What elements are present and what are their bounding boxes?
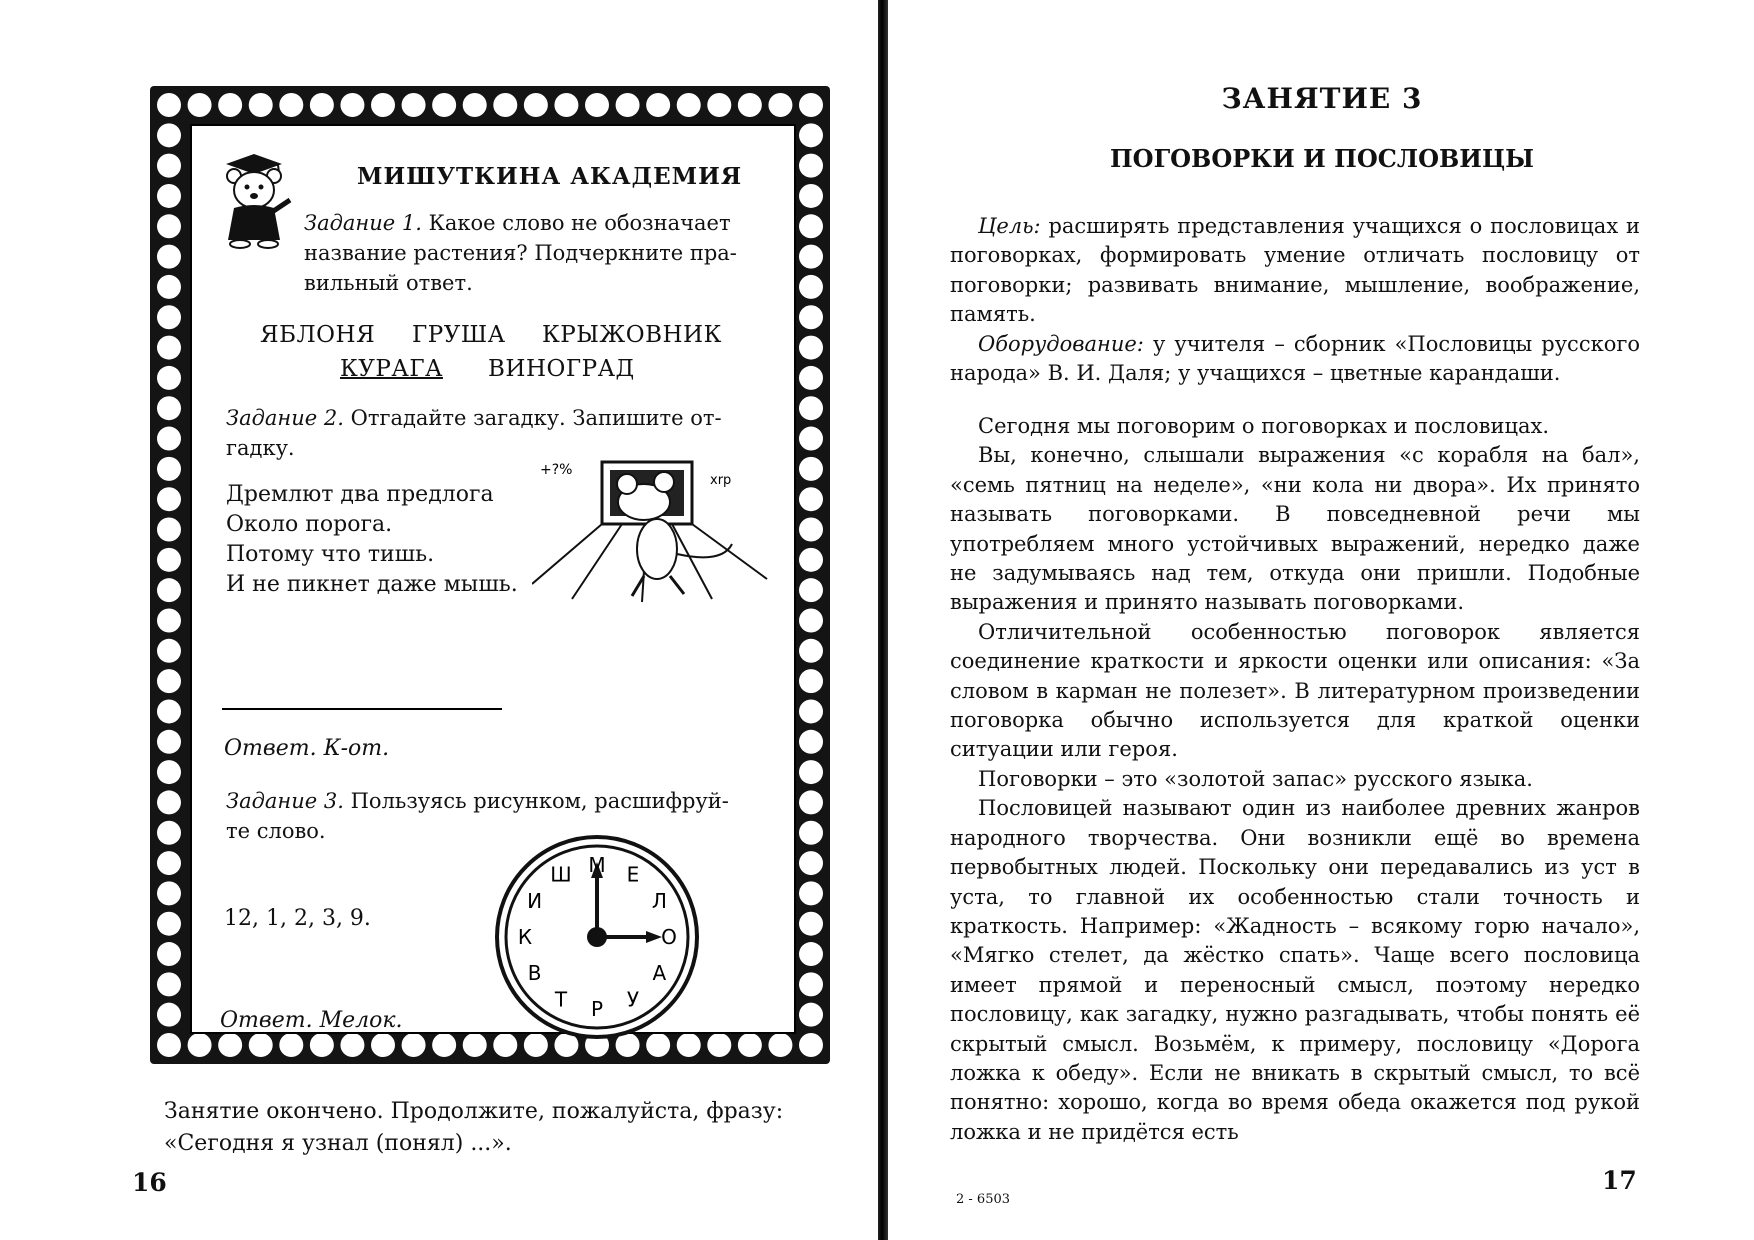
clock-letter-11: Ш	[550, 862, 572, 887]
frame-dot	[799, 608, 823, 632]
riddle-line-3: Потому что тишь.	[226, 542, 435, 567]
frame-dot	[249, 93, 273, 117]
frame-dot	[157, 487, 181, 511]
frame-dot	[157, 336, 181, 360]
frame-dot	[279, 1033, 303, 1057]
frame-dot	[340, 93, 364, 117]
goal-label: Цель:	[978, 214, 1041, 238]
lesson-end-line-2: «Сегодня я узнал (понял) ...».	[164, 1131, 512, 1156]
intro-block	[950, 212, 1640, 388]
frame-dot	[157, 730, 181, 754]
clock-letter-3: О	[661, 925, 677, 949]
riddle-line-2: Около порога.	[226, 512, 393, 537]
frame-dot	[799, 93, 823, 117]
riddle-line-4: И не пикнет даже мышь.	[226, 572, 518, 597]
frame-dot	[799, 942, 823, 966]
print-code: 2 - 6503	[956, 1192, 1011, 1207]
frame-dot	[799, 972, 823, 996]
frame-dot	[157, 275, 181, 299]
task-1-label: Задание 1.	[304, 211, 422, 235]
clock-letter-5: У	[626, 987, 640, 1012]
paragraph-1: Сегодня мы поговорим о поговорках и пословицах.	[978, 414, 1550, 438]
letter-clock	[492, 832, 702, 1042]
lesson-title: ЗАНЯТИЕ 3	[1221, 82, 1423, 115]
task-1-text-3: вильный ответ.	[304, 271, 473, 295]
frame-dot	[799, 851, 823, 875]
task-2-text-1: Отгадайте загадку. Запишите от-	[343, 406, 722, 430]
frame-dot	[188, 93, 212, 117]
frame-dot	[554, 93, 578, 117]
word-grusha: ГРУША	[412, 322, 506, 348]
task-1-text-1: Какое слово не обозначает	[421, 211, 731, 235]
frame-dot	[799, 821, 823, 845]
frame-dot	[799, 123, 823, 147]
frame-dot	[371, 93, 395, 117]
frame-dot	[279, 93, 303, 117]
frame-dot	[157, 154, 181, 178]
frame-dot	[157, 457, 181, 481]
frame-dot	[157, 366, 181, 390]
right-page	[890, 0, 1754, 1240]
frame-dot	[799, 336, 823, 360]
frame-dot	[799, 669, 823, 693]
frame-dot	[402, 93, 426, 117]
frame-dot	[188, 1033, 212, 1057]
paragraph-5: Пословицей называют один из наиболее древних жанров народного творчества. Они возникли ещё во времена первобытных людей. Поскольку они передавались из уст в уста, то главной их особенностью стали точность и краткость. Например: «Жадность – всякому горю начало», «Мягко стелет, да жёстко спать». Чаще всего пословица имеет прямой и переносный смысл, поэтому нередко пословицу, как загадку, нужно разгадывать, чтобы понять её скрытый смысл. Возьмём, к примеру, пословицу «Дорога ложка к обеду». Если не вникать в скрытый смысл, то всё понятно: хорошо, когда во время обеда окажется под рукой ложка и не придётся есть	[950, 796, 1640, 1144]
frame-dot	[799, 790, 823, 814]
riddle	[226, 480, 518, 600]
frame-dot	[616, 93, 640, 117]
frame-dot	[799, 699, 823, 723]
frame-dot	[218, 1033, 242, 1057]
plant-words	[192, 126, 794, 426]
frame-dot	[157, 972, 181, 996]
decorative-frame	[150, 86, 830, 1064]
frame-dot	[157, 760, 181, 784]
frame-dot	[799, 214, 823, 238]
clock-letter-12: М	[588, 853, 606, 877]
word-kuraga: КУРАГА	[340, 356, 443, 382]
lesson-end-line-1: Занятие окончено. Продолжите, пожалуйста, фразу:	[164, 1099, 784, 1124]
frame-dot	[768, 93, 792, 117]
frame-dot	[799, 457, 823, 481]
frame-dot	[585, 93, 609, 117]
frame-dot	[799, 245, 823, 269]
frame-dot	[799, 639, 823, 663]
word-kryzhovnik: КРЫЖОВНИК	[542, 322, 722, 348]
cipher-numbers: 12, 1, 2, 3, 9.	[224, 906, 371, 931]
riddle-line-1: Дремлют два предлога	[226, 482, 494, 507]
frame-dot	[463, 1033, 487, 1057]
frame-dot	[799, 730, 823, 754]
frame-dot	[157, 396, 181, 420]
frame-dot	[646, 93, 670, 117]
paragraph-2: Вы, конечно, слышали выражения «с корабля на бал», «семь пятниц на неделе», «ни кола ни двора». Их принято называть поговорками. В повседневной речи мы употребляем много устойчивых выражений, нередко даже не задумываясь над тем, откуда они пришли. Подобные выражения и принято называть поговорками.	[950, 443, 1640, 615]
frame-dot	[157, 912, 181, 936]
frame-dot	[157, 669, 181, 693]
mouse-illustration-icon	[532, 454, 772, 604]
frame-dot	[157, 184, 181, 208]
goal-paragraph	[950, 212, 1640, 330]
frame-dot	[157, 851, 181, 875]
frame-dot	[157, 245, 181, 269]
word-yablonya: ЯБЛОНЯ	[260, 322, 376, 348]
page-number-right: 17	[1602, 1166, 1637, 1195]
frame-dot	[799, 427, 823, 451]
task-3-text-1: Пользуясь рисунком, расшифруй-	[343, 789, 729, 813]
frame-dot	[799, 184, 823, 208]
frame-dot	[157, 881, 181, 905]
clock-letter-2: Л	[651, 889, 667, 913]
frame-dot	[799, 366, 823, 390]
clock-letter-8: В	[527, 961, 542, 985]
frame-dot	[799, 396, 823, 420]
frame-dot	[218, 93, 242, 117]
frame-dot	[157, 214, 181, 238]
frame-dot	[157, 639, 181, 663]
frame-dot	[799, 305, 823, 329]
lesson-topic: ПОГОВОРКИ И ПОСЛОВИЦЫ	[1110, 144, 1534, 173]
goal-text: расширять представления учащихся о пословицах и поговорках, формировать умение отличать пословицу от поговорки; развивать внимание, мышление, воображение, память.	[950, 214, 1640, 327]
frame-dot	[157, 427, 181, 451]
frame-dot	[371, 1033, 395, 1057]
frame-dot	[157, 578, 181, 602]
task-2-label: Задание 2.	[226, 406, 344, 430]
frame-dot	[157, 942, 181, 966]
task-3-label: Задание 3.	[226, 789, 344, 813]
frame-dot	[524, 93, 548, 117]
frame-dot	[157, 821, 181, 845]
clock-letter-9: К	[517, 925, 533, 949]
frame-dot	[157, 608, 181, 632]
answer-3: Ответ. Мелок.	[220, 1008, 403, 1033]
frame-dot	[249, 1033, 273, 1057]
clock-letter-10: И	[527, 889, 543, 913]
answer-line	[222, 708, 502, 710]
frame-dot	[157, 305, 181, 329]
paragraph-4: Поговорки – это «золотой запас» русского языка.	[978, 766, 1533, 791]
frame-dot	[432, 1033, 456, 1057]
frame-dot	[310, 93, 334, 117]
frame-dot	[677, 93, 701, 117]
frame-dot	[157, 518, 181, 542]
frame-dot	[799, 912, 823, 936]
clock-letter-1: Е	[626, 862, 640, 887]
frame-dot	[799, 154, 823, 178]
frame-dot	[799, 518, 823, 542]
frame-dot	[157, 548, 181, 572]
answer-2: Ответ. К-от.	[224, 736, 390, 761]
frame-dot	[799, 881, 823, 905]
frame-dot	[432, 93, 456, 117]
frame-dot	[157, 1003, 181, 1027]
frame-dot	[768, 1033, 792, 1057]
task-2-text-2: гадку.	[226, 436, 295, 460]
clock-center	[587, 927, 607, 947]
body-text	[950, 412, 1640, 1147]
frame-dot	[157, 123, 181, 147]
frame-dot	[707, 93, 731, 117]
equipment-text: у учителя – сборник «Пословицы русского народа» В. И. Даля; у учащихся – цветные карандаши.	[950, 331, 1640, 386]
frame-dot	[157, 699, 181, 723]
frame-dot	[799, 1003, 823, 1027]
frame-dot	[799, 1033, 823, 1057]
frame-dot	[707, 1033, 731, 1057]
frame-dot	[799, 275, 823, 299]
lesson-end-text	[164, 1096, 783, 1160]
frame-dot	[799, 548, 823, 572]
frame-dot	[340, 1033, 364, 1057]
frame-dot	[463, 93, 487, 117]
page-number-left: 16	[132, 1168, 167, 1197]
equipment-paragraph	[950, 330, 1640, 389]
frame-dot	[157, 1033, 181, 1057]
frame-dot	[157, 93, 181, 117]
clock-letter-4: А	[652, 961, 667, 985]
paragraph-3: Отличительной особенностью поговорок является соединение краткости и яркости оценки или описания: «За словом в карман не полезет». В литературном произведении поговорка обычно используется для краткой оценки ситуации или героя.	[950, 619, 1640, 762]
frame-dot	[402, 1033, 426, 1057]
academy-title: МИШУТКИНА АКАДЕМИЯ	[357, 163, 743, 190]
svg-text:xrp: xrp	[710, 473, 732, 488]
clock-letter-7: Т	[554, 987, 568, 1012]
task-1-text-2: название растения? Подчеркните пра-	[304, 241, 737, 265]
frame-dot	[799, 760, 823, 784]
frame-dot	[310, 1033, 334, 1057]
task-3-text-2: те слово.	[226, 819, 326, 843]
frame-dot	[493, 93, 517, 117]
frame-dot	[157, 790, 181, 814]
academy-box	[190, 124, 796, 1034]
frame-dot	[799, 578, 823, 602]
word-vinograd: ВИНОГРАД	[488, 356, 635, 382]
frame-dot	[799, 487, 823, 511]
frame-dot	[738, 1033, 762, 1057]
equipment-label: Оборудование:	[978, 331, 1144, 356]
clock-letter-6: Р	[590, 997, 604, 1021]
frame-dot	[738, 93, 762, 117]
svg-text:+?%: +?%	[540, 462, 573, 478]
